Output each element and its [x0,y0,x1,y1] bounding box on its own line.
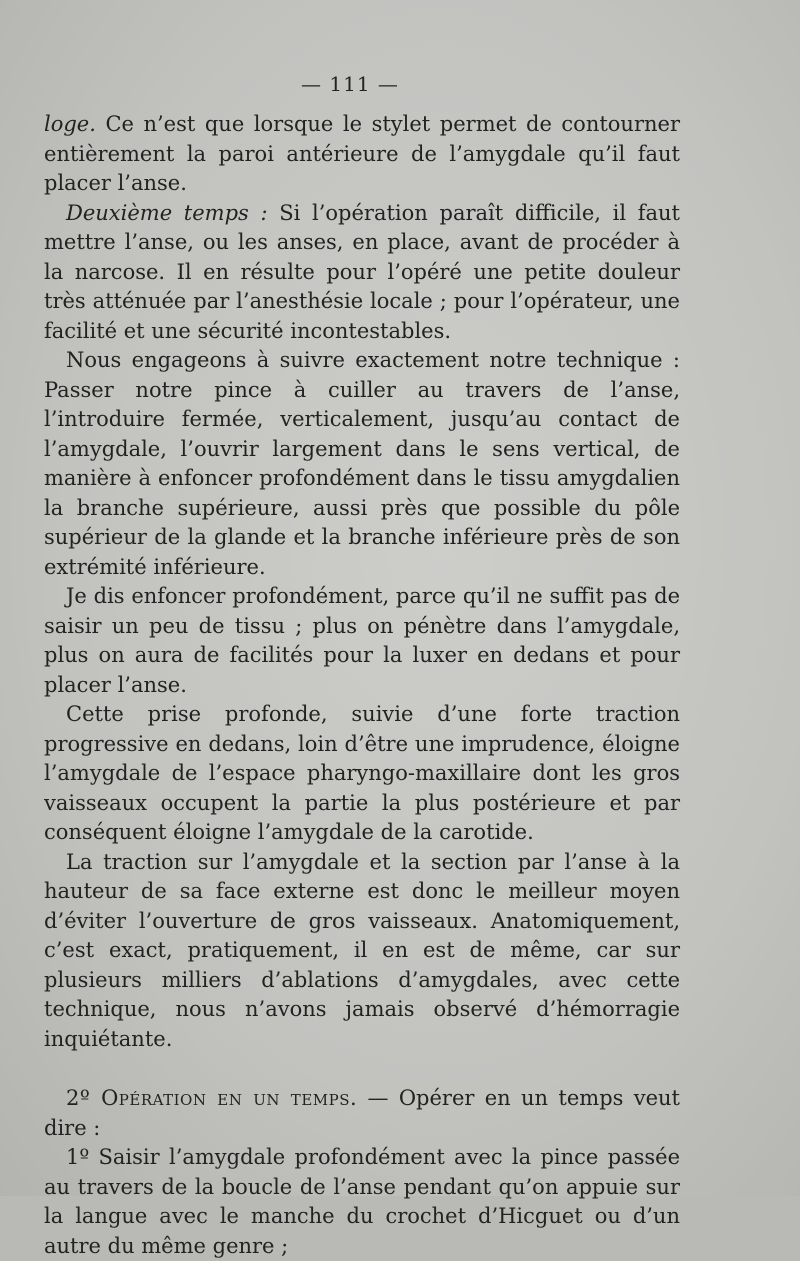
body-text [44,110,680,1261]
section-gap [44,1054,680,1084]
paragraph-1-lead: loge. [44,112,96,136]
section-heading: 2º Opération en un temps. [66,1086,358,1110]
paragraph-8: 1º Saisir l’amygdale profondément avec la pince passée au travers de la boucle de l’anse pendant qu’on appuie sur la langue avec le manche du crochet d’Hicguet ou d’un autre du même genre ; [44,1145,680,1258]
paragraph-1 [44,110,680,199]
paragraph-5: Cette prise profonde, suivie d’une forte traction progressive en dedans, loin d’être une imprudence, éloigne l’amygdale de l’espace pharyngo-maxillaire dont les gros vaisseaux occupent la partie la plus postérieure et par conséquent éloigne l’amygdale de la carotide. [44,702,680,844]
paragraph-2-lead: Deuxième temps : [66,200,268,225]
paragraph-6: La traction sur l’amygdale et la section par l’anse à la hauteur de sa face externe est donc le meilleur moyen d’éviter l’ouverture de gros vaisseaux. Anatomiquement, c’est exact, pratiquement, il en est de même, car sur plusieurs milliers d’ablations d’amygdales, avec cette technique, nous n’avons jamais observé d’hémorragie inquiétante. [44,849,680,1051]
paragraph-4: Je dis enfoncer profondément, parce qu’il ne suffit pas de saisir un peu de tissu ; plus on pénètre dans l’amygdale, plus on aura de facilités pour la luxer en dedans et pour placer l’anse. [44,584,680,697]
paragraph-1-body: Ce n’est que lorsque le stylet permet de contourner entièrement la paroi antérieure de l’amygdale qu’il faut placer l’anse. [44,112,680,195]
page-number: — 111 — [301,72,399,96]
paragraph-7-body: — Opérer en un temps veut dire : [44,1086,680,1140]
paragraph-7 [44,1084,680,1143]
paragraph-3: Nous engageons à suivre exactement notre technique : Passer notre pince à cuiller au travers de l’anse, l’introduire fermée, verticalement, jusqu’au contact de l’amygdale, l’ouvrir largement dans le sens vertical, de manière à enfoncer profondément dans le tissu amygdalien la branche supérieure, aussi près que possible du pôle supérieur de la glande et la branche inférieure près de son extrémité inférieure. [44,348,680,579]
paragraph-2-body: Si l’opération paraît difficile, il faut mettre l’anse, ou les anses, en place, avant de procéder à la narcose. Il en résulte pour l’opéré une petite douleur très atténuée par l’anesthésie locale ; pour l’opérateur, une facilité et une sécurité incontestables. [44,200,680,343]
paragraph-2 [44,199,680,347]
